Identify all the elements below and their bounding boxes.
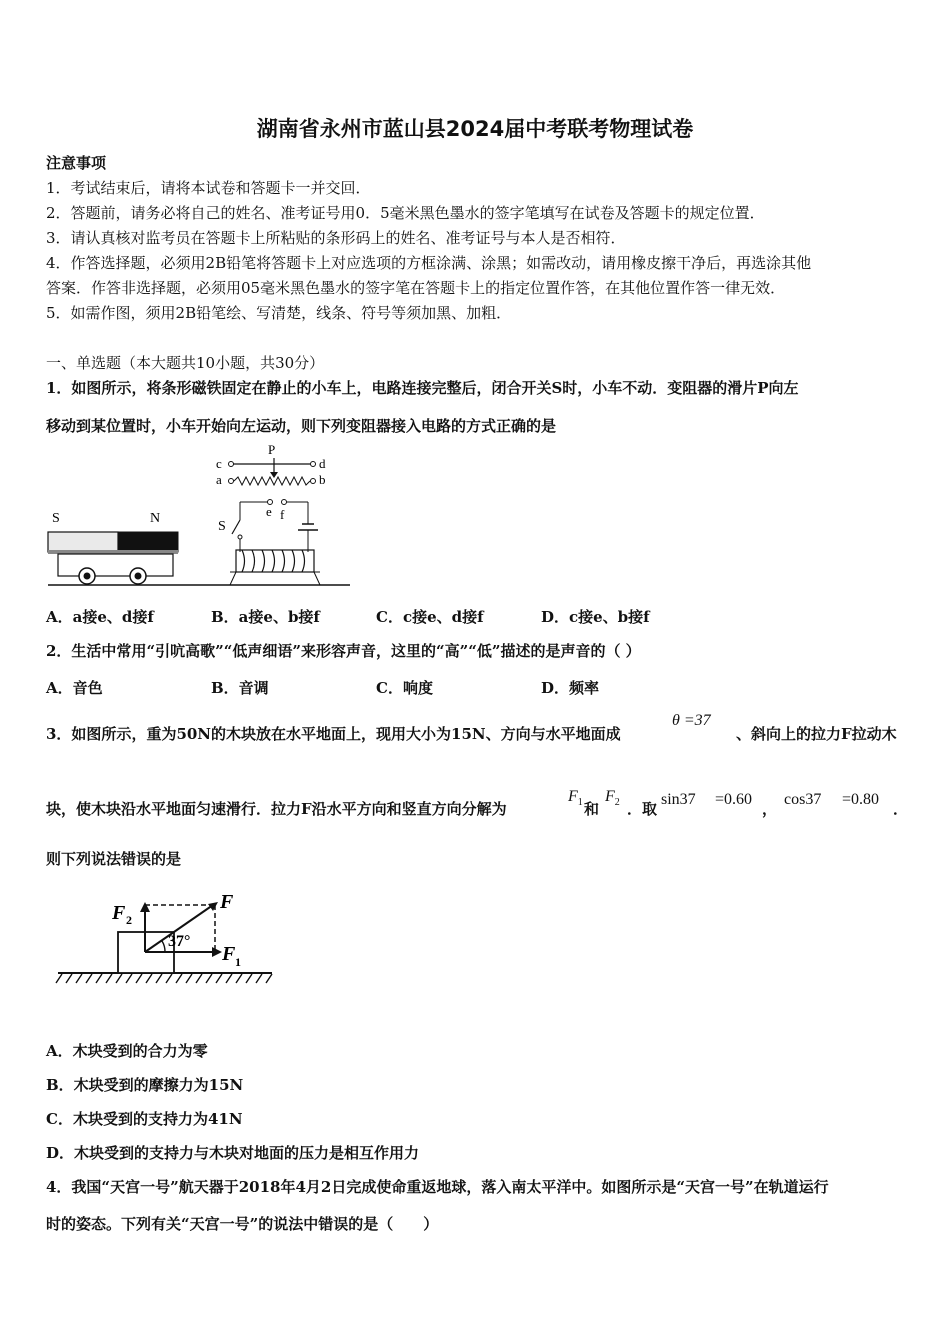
question-3-text: 则下列说法错误的是 — [46, 850, 182, 868]
label-p: P — [268, 442, 276, 457]
comma: ， — [762, 800, 778, 818]
option-c: C．木块受到的支持力为41N — [46, 1110, 243, 1128]
notice-item: 5．如需作图，须用2B铅笔绘、写清楚，线条、符号等须加黑、加粗． — [46, 304, 512, 322]
page-title: 湖南省永州市蓝山县2024届中考联考物理试卷 — [256, 117, 694, 141]
label-c: c — [216, 456, 222, 471]
option-a: A．木块受到的合力为零 — [46, 1042, 208, 1060]
question-2-text: 2．生活中常用“引吭高歌”“低声细语”来形容声音，这里的“高”“低”描述的是声音的（ ） — [46, 642, 641, 660]
label-f: f — [280, 507, 285, 522]
question-4-text: 时的姿态。下列有关“天宫一号”的说法中错误的是（ ） — [46, 1215, 439, 1233]
theta-formula: θ =37 — [672, 712, 711, 729]
option-c: C．c接e、d接f — [376, 608, 484, 626]
figure-1-circuit — [40, 440, 360, 590]
and-word: 和 — [584, 800, 600, 818]
question-3-text: 块，使木块沿水平地面匀速滑行．拉力F沿水平方向和竖直方向分解为 — [46, 800, 507, 818]
option-d: D．频率 — [541, 679, 600, 697]
label-f2: F — [112, 902, 126, 924]
label-f: F — [220, 891, 234, 913]
figure-3-forces — [50, 880, 280, 995]
label-b: b — [319, 472, 326, 487]
notice-item: 3．请认真核对监考员在答题卡上所粘贴的条形码上的姓名、准考证号与本人是否相符． — [46, 229, 626, 247]
question-1-text: 移动到某位置时，小车开始向左运动，则下列变阻器接入电路的方式正确的是 — [46, 417, 557, 435]
notice-item: 答案．作答非选择题，必须用05毫米黑色墨水的签字笔在答题卡上的指定位置作答，在其他位置作答一律无效． — [46, 279, 786, 297]
f2-symbol: $F_2$ — [605, 788, 620, 808]
label-n-pole: N — [150, 511, 161, 526]
label-e: e — [266, 504, 272, 519]
label-switch: S — [218, 519, 226, 534]
label-a: a — [216, 472, 222, 487]
notice-heading: 注意事项 — [46, 154, 107, 172]
cos-value: =0.80 — [842, 791, 880, 808]
option-d: D．木块受到的支持力与木块对地面的压力是相互作用力 — [46, 1144, 420, 1162]
notice-item: 1．考试结束后，请将本试卷和答题卡一并交回． — [46, 179, 371, 197]
option-a: A．音色 — [46, 679, 103, 697]
option-a: A．a接e、d接f — [46, 608, 154, 626]
cos-formula: cos37 — [784, 791, 822, 808]
option-d: D．c接e、b接f — [541, 608, 650, 626]
question-3-text: 、斜向上的拉力F拉动木 — [736, 725, 897, 743]
label-angle: 37° — [168, 933, 191, 950]
f1-symbol: $F_1$ — [568, 788, 583, 808]
label-s-pole: S — [52, 511, 60, 526]
label-f1: F — [222, 943, 236, 965]
option-b: B．音调 — [211, 679, 269, 697]
notice-item: 2．答题前，请务必将自己的姓名、准考证号用0．5毫米黑色墨水的签字笔填写在试卷及答题卡的规定位置． — [46, 204, 765, 222]
sin-formula: sin37 — [661, 791, 696, 808]
question-3-text: 3．如图所示，重为50N的木块放在水平地面上，现用大小为15N、方向与水平地面成 — [46, 725, 621, 743]
notice-item: 4．作答选择题，必须用2B铅笔将答题卡上对应选项的方框涂满、涂黑；如需改动，请用橡皮擦干净后，再选涂其他 — [46, 254, 812, 272]
sin-value: =0.60 — [715, 791, 753, 808]
question-4-text: 4．我国“天宫一号”航天器于2018年4月2日完成使命重返地球，落入南太平洋中。如图所示是“天宫一号”在轨道运行 — [46, 1178, 829, 1196]
period: ． — [893, 800, 909, 818]
option-c: C．响度 — [376, 679, 433, 697]
label-d: d — [319, 456, 326, 471]
option-b: B．木块受到的摩擦力为15N — [46, 1076, 244, 1094]
section-heading: 一、单选题（本大题共10小题，共30分） — [46, 354, 325, 372]
label-f2-sub: 2 — [126, 913, 132, 927]
label-f1-sub: 1 — [235, 955, 241, 969]
question-1-text: 1．如图所示，将条形磁铁固定在静止的小车上，电路连接完整后，闭合开关S时，小车不动．变阻器的滑片P向左 — [46, 379, 799, 397]
take-word: ．取 — [627, 800, 658, 818]
option-b: B．a接e、b接f — [211, 608, 320, 626]
